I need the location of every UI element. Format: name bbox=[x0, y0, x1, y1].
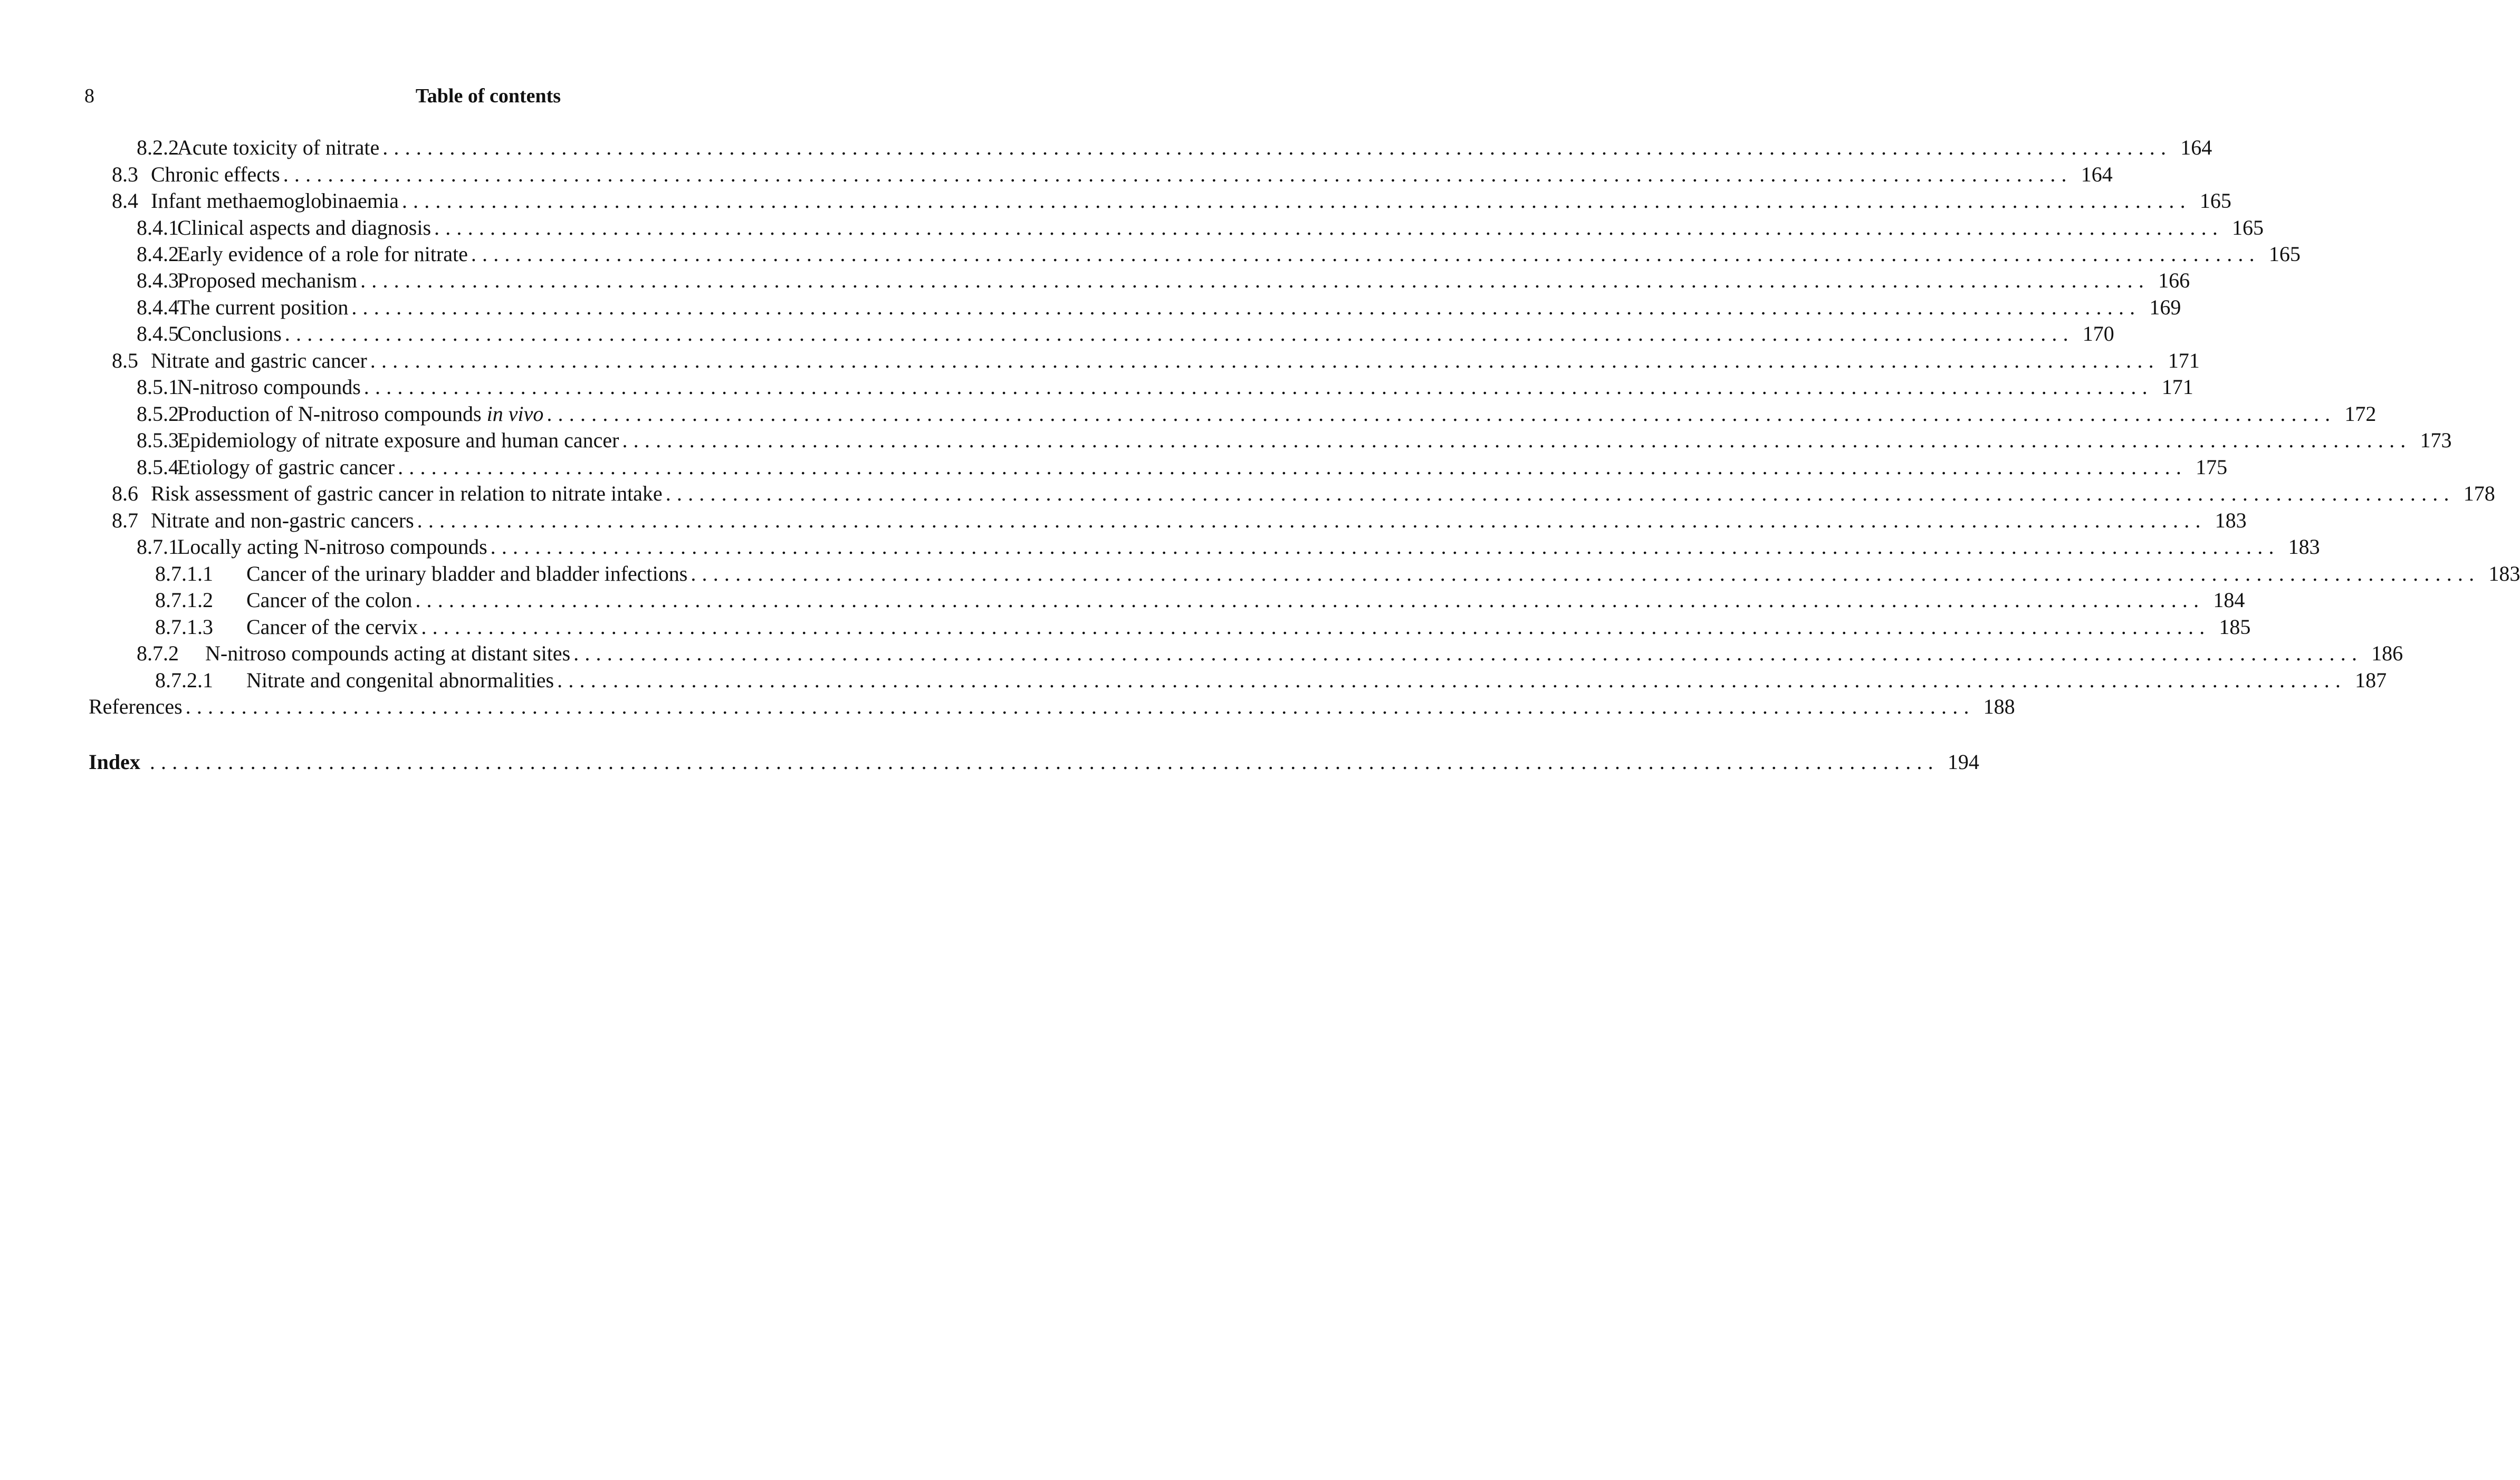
dot-leader: ................................................................................................................................................................ bbox=[622, 428, 2412, 452]
entry-page-number: 187 bbox=[2355, 668, 2387, 692]
dot-leader: ................................................................................................................................................................ bbox=[665, 482, 2455, 505]
entry-number: 8.4.3 bbox=[137, 268, 179, 292]
entry-title: Nitrate and congenital abnormalities bbox=[246, 668, 554, 692]
toc-entry[interactable] bbox=[112, 161, 2113, 188]
toc-entry-index[interactable] bbox=[89, 749, 1979, 775]
dot-leader: ................................................................................................................................................................ bbox=[398, 455, 2188, 479]
toc-entry[interactable] bbox=[137, 267, 2190, 294]
entry-title: Risk assessment of gastric cancer in relation to nitrate intake bbox=[151, 482, 663, 505]
entry-number: 8.4 bbox=[112, 189, 138, 213]
entry-title: Cancer of the urinary bladder and bladder infections bbox=[246, 562, 688, 585]
entry-title-text: Production of N-nitroso compounds bbox=[177, 402, 482, 426]
entry-number: 8.2.2 bbox=[137, 136, 179, 159]
entry-page-number: 164 bbox=[2180, 136, 2212, 159]
entry-page-number: 183 bbox=[2488, 562, 2520, 585]
entry-number: 8.7.1.2 bbox=[155, 588, 213, 612]
entry-title bbox=[177, 401, 543, 427]
entry-title: Locally acting N-nitroso compounds bbox=[177, 535, 487, 559]
entry-number: 8.5.3 bbox=[137, 428, 179, 452]
entry-page-number: 194 bbox=[1947, 750, 1979, 774]
page-title: Table of contents bbox=[415, 85, 561, 107]
entry-number: 8.3 bbox=[112, 162, 138, 186]
entry-number: 8.5.2 bbox=[137, 402, 179, 426]
entry-page-number: 183 bbox=[2215, 508, 2247, 532]
entry-title: Etiology of gastric cancer bbox=[177, 455, 395, 479]
toc-entry[interactable] bbox=[155, 667, 2387, 694]
toc-entry[interactable] bbox=[155, 614, 2251, 640]
entry-page-number: 185 bbox=[2219, 615, 2251, 639]
dot-leader: ................................................................................................................................................................ bbox=[434, 216, 2224, 239]
dot-leader: ................................................................................................................................................................ bbox=[382, 136, 2172, 159]
entry-page-number: 166 bbox=[2158, 268, 2190, 292]
entry-page-number: 173 bbox=[2420, 428, 2452, 452]
dot-leader: ................................................................................................................................................................ bbox=[471, 242, 2260, 266]
toc-entry[interactable] bbox=[137, 294, 2181, 321]
toc-entry[interactable] bbox=[112, 480, 2495, 507]
dot-leader: ................................................................................................................................................................ bbox=[557, 668, 2347, 692]
entry-title: N-nitroso compounds acting at distant sites bbox=[205, 641, 571, 665]
entry-number: 8.7.2 bbox=[137, 641, 179, 665]
dot-leader: ................................................................................................................................................................ bbox=[490, 535, 2280, 559]
entry-page-number: 164 bbox=[2081, 162, 2113, 186]
entry-title: Nitrate and gastric cancer bbox=[151, 349, 367, 372]
entry-title: Conclusions bbox=[177, 322, 282, 345]
entry-number: 8.7 bbox=[112, 508, 138, 532]
dot-leader: ................................................................................................................................................................ bbox=[573, 641, 2363, 665]
dot-leader: ................................................................................................................................................................ bbox=[417, 508, 2207, 532]
entry-title: N-nitroso compounds bbox=[177, 375, 361, 399]
entry-title: Cancer of the cervix bbox=[246, 615, 418, 639]
entry-title: Early evidence of a role for nitrate bbox=[177, 242, 468, 266]
entry-number: 8.4.2 bbox=[137, 242, 179, 266]
entry-number: 8.4.5 bbox=[137, 322, 179, 345]
entry-page-number: 170 bbox=[2082, 322, 2114, 345]
toc-entry[interactable] bbox=[137, 401, 2377, 427]
toc-entry[interactable] bbox=[137, 241, 2301, 267]
dot-leader: ................................................................................................................................................................ bbox=[185, 695, 1975, 718]
entry-title: Chronic effects bbox=[151, 162, 280, 186]
entry-page-number: 165 bbox=[2232, 216, 2264, 239]
toc-entry[interactable] bbox=[137, 454, 2228, 480]
entry-page-number: 188 bbox=[1983, 695, 2015, 718]
dot-leader: ................................................................................................................................................................ bbox=[547, 402, 2336, 426]
entry-number: 8.5.4 bbox=[137, 455, 179, 479]
entry-page-number: 165 bbox=[2268, 242, 2301, 266]
toc-entry[interactable] bbox=[137, 215, 2264, 241]
dot-leader: ................................................................................................................................................................ bbox=[415, 588, 2205, 612]
entry-number: 8.6 bbox=[112, 482, 138, 505]
entry-title: Infant methaemoglobinaemia bbox=[151, 189, 399, 213]
toc-entry-references[interactable] bbox=[89, 694, 2015, 720]
toc-entry[interactable] bbox=[137, 534, 2320, 560]
dot-leader: ................................................................................................................................................................ bbox=[401, 189, 2191, 213]
entry-title-italic: in vivo bbox=[486, 402, 544, 426]
page-number: 8 bbox=[84, 85, 94, 107]
entry-page-number: 172 bbox=[2344, 402, 2377, 426]
entry-title: Epidemiology of nitrate exposure and human cancer bbox=[177, 428, 619, 452]
toc-entry[interactable] bbox=[112, 348, 2200, 374]
toc-entry[interactable] bbox=[137, 374, 2193, 400]
dot-leader: ................................................................................................................................................................ bbox=[284, 322, 2074, 345]
entry-number: 8.7.1.3 bbox=[155, 615, 213, 639]
toc-entry[interactable] bbox=[137, 134, 2212, 161]
toc-entry[interactable] bbox=[155, 587, 2245, 613]
entry-title: Cancer of the colon bbox=[246, 588, 413, 612]
toc-entry[interactable] bbox=[112, 188, 2231, 214]
entry-title: Nitrate and non-gastric cancers bbox=[151, 508, 414, 532]
entry-page-number: 178 bbox=[2463, 482, 2495, 505]
dot-leader: ................................................................................................................................................................ bbox=[370, 349, 2160, 372]
entry-number: 8.5 bbox=[112, 349, 138, 372]
entry-page-number: 169 bbox=[2149, 295, 2181, 319]
entry-number: 8.7.1 bbox=[137, 535, 179, 559]
dot-leader: ................................................................................................................................................................ bbox=[283, 162, 2073, 186]
dot-leader: ................................................................................................................................................................ bbox=[149, 750, 1939, 774]
dot-leader: ................................................................................................................................................................ bbox=[360, 268, 2150, 292]
entry-page-number: 175 bbox=[2196, 455, 2228, 479]
toc-entry[interactable] bbox=[137, 640, 2403, 667]
entry-number: 8.4.4 bbox=[137, 295, 179, 319]
toc-entry[interactable] bbox=[112, 507, 2247, 534]
dot-leader: ................................................................................................................................................................ bbox=[351, 295, 2141, 319]
entry-title: Index bbox=[89, 750, 140, 774]
entry-title: Acute toxicity of nitrate bbox=[177, 136, 380, 159]
toc-entry[interactable] bbox=[137, 321, 2114, 347]
entry-page-number: 183 bbox=[2288, 535, 2320, 559]
entry-number: 8.5.1 bbox=[137, 375, 179, 399]
entry-number: 8.7.2.1 bbox=[155, 668, 213, 692]
entry-number: 8.4.1 bbox=[137, 216, 179, 239]
entry-page-number: 186 bbox=[2371, 641, 2403, 665]
entry-title: References bbox=[89, 695, 183, 718]
dot-leader: ................................................................................................................................................................ bbox=[691, 562, 2480, 585]
entry-title: Clinical aspects and diagnosis bbox=[177, 216, 432, 239]
entry-page-number: 165 bbox=[2199, 189, 2231, 213]
toc-entry[interactable] bbox=[137, 427, 2452, 454]
entry-number: 8.7.1.1 bbox=[155, 562, 213, 585]
entry-page-number: 171 bbox=[2161, 375, 2193, 399]
entry-title: Proposed mechanism bbox=[177, 268, 358, 292]
dot-leader: ................................................................................................................................................................ bbox=[363, 375, 2153, 399]
entry-page-number: 184 bbox=[2213, 588, 2245, 612]
entry-title: The current position bbox=[177, 295, 349, 319]
entry-page-number: 171 bbox=[2168, 349, 2200, 372]
dot-leader: ................................................................................................................................................................ bbox=[421, 615, 2211, 639]
toc-entry[interactable] bbox=[155, 561, 2520, 587]
